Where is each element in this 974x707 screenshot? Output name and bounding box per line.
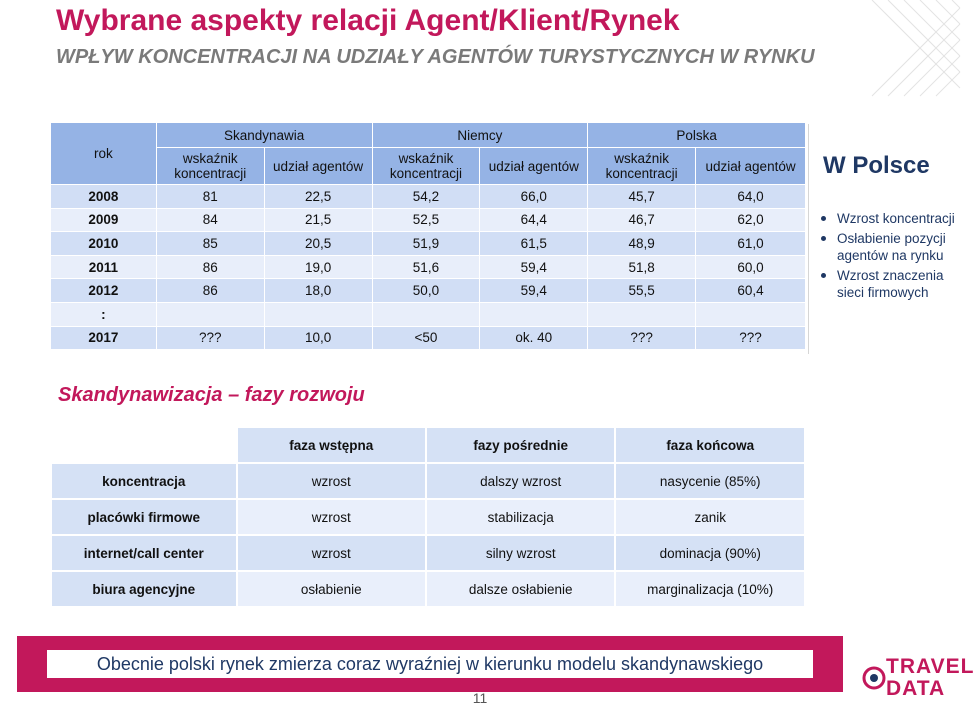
value-cell: 20,5: [264, 232, 372, 256]
value-cell: 86: [156, 255, 264, 279]
year-cell: 2010: [51, 232, 157, 256]
header-phase: faza wstępna: [237, 427, 426, 463]
phase-cell: wzrost: [237, 535, 426, 571]
value-cell: 62,0: [696, 208, 806, 232]
header-phase: faza końcowa: [615, 427, 805, 463]
value-cell: [480, 302, 588, 326]
travel-data-logo: [860, 650, 974, 707]
value-cell: 52,5: [372, 208, 480, 232]
header-sub: wskaźnik koncentracji: [588, 148, 696, 185]
logo-mark-icon: [860, 656, 886, 700]
page-number: 11: [472, 690, 488, 706]
value-cell: ???: [696, 326, 806, 350]
value-cell: ???: [156, 326, 264, 350]
value-cell: 64,4: [480, 208, 588, 232]
value-cell: 48,9: [588, 232, 696, 256]
table-row: [51, 208, 806, 232]
value-cell: 66,0: [480, 185, 588, 209]
slide-title: Wybrane aspekty relacji Agent/Klient/Rynek: [56, 4, 680, 37]
value-cell: 10,0: [264, 326, 372, 350]
value-cell: ok. 40: [480, 326, 588, 350]
value-cell: [588, 302, 696, 326]
phase-cell: stabilizacja: [426, 499, 615, 535]
value-cell: 19,0: [264, 255, 372, 279]
header-group-niemcy: Niemcy: [372, 123, 588, 148]
slide-subtitle: WPŁYW KONCENTRACJI NA UDZIAŁY AGENTÓW TURYSTYCZNYCH W RYNKU: [56, 46, 815, 68]
header-rok: rok: [51, 123, 157, 185]
value-cell: ???: [588, 326, 696, 350]
header-group-skandynawia: Skandynawia: [156, 123, 372, 148]
sidebar-item: [815, 267, 957, 301]
value-cell: 61,0: [696, 232, 806, 256]
year-cell: :: [51, 302, 157, 326]
table-row: [51, 185, 806, 209]
year-cell: 2008: [51, 185, 157, 209]
header-phase: fazy pośrednie: [426, 427, 615, 463]
value-cell: 60,4: [696, 279, 806, 303]
value-cell: 86: [156, 279, 264, 303]
row-label: biura agencyjne: [51, 571, 237, 607]
bullet-icon: [821, 216, 826, 221]
value-cell: [156, 302, 264, 326]
value-cell: 60,0: [696, 255, 806, 279]
sidebar-item-text: Wzrost koncentracji: [837, 211, 955, 226]
value-cell: 51,8: [588, 255, 696, 279]
logo-text-travel: TRAVEL: [886, 655, 974, 678]
table-row: [51, 302, 806, 326]
phase-cell: nasycenie (85%): [615, 463, 805, 499]
sidebar-item-text: Osłabienie pozycji agentów na rynku: [837, 231, 946, 263]
sidebar-list: [815, 210, 957, 304]
table-row: [51, 571, 805, 607]
phase-cell: dalszy wzrost: [426, 463, 615, 499]
phase-cell: zanik: [615, 499, 805, 535]
sidebar-item-text: Wzrost znaczenia sieci firmowych: [837, 268, 944, 300]
value-cell: 46,7: [588, 208, 696, 232]
logo-text-data: DATA: [886, 677, 946, 700]
table-row: [51, 326, 806, 350]
value-cell: 64,0: [696, 185, 806, 209]
value-cell: 54,2: [372, 185, 480, 209]
row-label: placówki firmowe: [51, 499, 237, 535]
bullet-icon: [821, 273, 826, 278]
header-group-polska: Polska: [588, 123, 806, 148]
table-row: [51, 255, 806, 279]
table-row: [51, 463, 805, 499]
header-sub: udział agentów: [264, 148, 372, 185]
value-cell: 51,6: [372, 255, 480, 279]
header-sub: wskaźnik koncentracji: [156, 148, 264, 185]
value-cell: [372, 302, 480, 326]
header-sub: udział agentów: [480, 148, 588, 185]
value-cell: 59,4: [480, 279, 588, 303]
sidebar-w-polsce: [808, 124, 959, 354]
row-label: internet/call center: [51, 535, 237, 571]
table-row: [51, 279, 806, 303]
value-cell: 51,9: [372, 232, 480, 256]
row-label: koncentracja: [51, 463, 237, 499]
phase-cell: silny wzrost: [426, 535, 615, 571]
phase-cell: dominacja (90%): [615, 535, 805, 571]
year-cell: 2011: [51, 255, 157, 279]
conclusion-text: Obecnie polski rynek zmierza coraz wyraźniej w kierunku modelu skandynawskiego: [47, 650, 813, 678]
phase-cell: wzrost: [237, 499, 426, 535]
table-row: [51, 232, 806, 256]
value-cell: 50,0: [372, 279, 480, 303]
section-title-fazy: Skandynawizacja – fazy rozwoju: [58, 384, 365, 406]
value-cell: 21,5: [264, 208, 372, 232]
phase-cell: osłabienie: [237, 571, 426, 607]
sidebar-item: [815, 210, 957, 227]
header-sub: udział agentów: [696, 148, 806, 185]
value-cell: [696, 302, 806, 326]
table-row: [51, 535, 805, 571]
conclusion-banner: [17, 636, 843, 692]
value-cell: 22,5: [264, 185, 372, 209]
value-cell: 45,7: [588, 185, 696, 209]
value-cell: 61,5: [480, 232, 588, 256]
sidebar-item: [815, 230, 957, 264]
year-cell: 2017: [51, 326, 157, 350]
concentration-table: [50, 122, 806, 350]
header-corner: [51, 427, 237, 463]
value-cell: 55,5: [588, 279, 696, 303]
table-row: [51, 499, 805, 535]
value-cell: 18,0: [264, 279, 372, 303]
bullet-icon: [821, 236, 826, 241]
value-cell: 84: [156, 208, 264, 232]
value-cell: 85: [156, 232, 264, 256]
value-cell: 81: [156, 185, 264, 209]
value-cell: <50: [372, 326, 480, 350]
phase-cell: wzrost: [237, 463, 426, 499]
phase-cell: dalsze osłabienie: [426, 571, 615, 607]
year-cell: 2009: [51, 208, 157, 232]
value-cell: [264, 302, 372, 326]
year-cell: 2012: [51, 279, 157, 303]
corner-decoration: [864, 0, 960, 96]
value-cell: 59,4: [480, 255, 588, 279]
phases-table: [50, 426, 806, 608]
header-sub: wskaźnik koncentracji: [372, 148, 480, 185]
sidebar-title: W Polsce: [823, 152, 930, 179]
phase-cell: marginalizacja (10%): [615, 571, 805, 607]
